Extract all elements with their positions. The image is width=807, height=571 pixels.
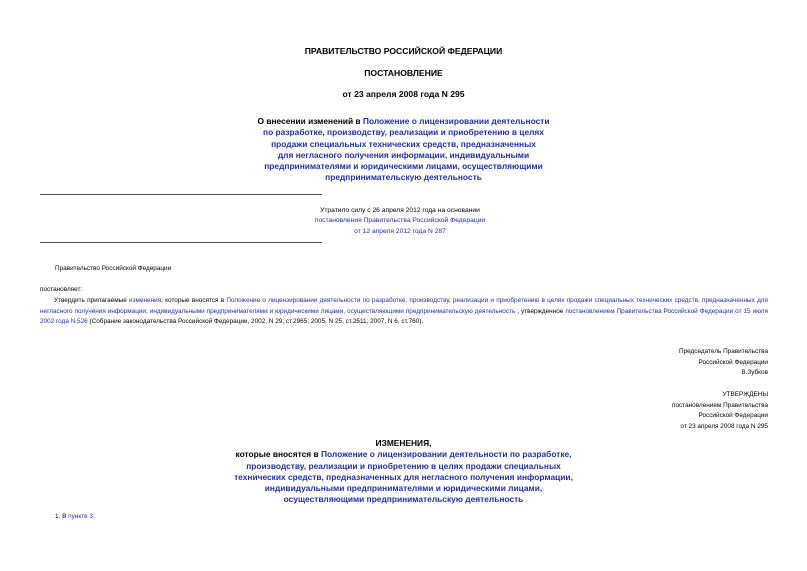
- regulation-link-line[interactable]: по разработке, производству, реализации и приобретению в целях: [263, 127, 544, 138]
- regulation-link-line[interactable]: технических средств, предназначенных для негласного получения информации,: [234, 471, 573, 482]
- regulation-link-line[interactable]: осуществляющими предпринимательскую деятельность: [283, 494, 524, 505]
- decrees-line: постановляет:: [40, 286, 83, 293]
- regulation-link[interactable]: Положение о лицензировании деятельности по разработке,: [320, 449, 572, 460]
- regulation-link-line[interactable]: для негласного получения информации, индивидуальными: [277, 149, 530, 160]
- regulation-link[interactable]: Положение о лицензировании деятельности по разработке, производству, реализации и приобретению в целях продажи специальных технических средств, предназначенных для негласного получения информации, индивидуальными предпринимателями и юридическими лицами, осуществляющими предпринимательскую деятельность: [40, 297, 768, 315]
- regulation-link-line[interactable]: предпринимательскую деятельность: [325, 172, 482, 183]
- changes-heading-block: ИЗМЕНЕНИЯ, которые вносятся в Положение о лицензировании деятельности по разработке, производству, реализации и приобретению в целях продажи специальных технических средств, предназначенных для негласного получения информации, индивидуальными предпринимателями и юридическими лицами, осуществляющими предпринимательскую деятельность: [0, 438, 807, 506]
- regulation-link-line[interactable]: производству, реализации и приобретению в целях продажи специальных: [246, 460, 561, 471]
- approved-block: УТВЕРЖДЕНЫ постановлением Правительства Российской Федерации от 23 апреля 2008 года N 295: [672, 391, 768, 430]
- repeal-decree-link[interactable]: постановления Правительства Российской Федерации: [314, 217, 486, 225]
- regulation-link-line[interactable]: предпринимателями и юридическими лицами, осуществляющими: [264, 161, 543, 172]
- clause-3-link[interactable]: пункте 3: [68, 513, 93, 520]
- repeal-note: [200, 206, 600, 237]
- signatory-name: В.Зубков: [741, 369, 768, 377]
- point-1: 1. В пункте 3:: [55, 513, 95, 520]
- doc-type-heading: ПОСТАНОВЛЕНИЕ: [364, 68, 443, 78]
- signature-block: Председатель Правительства Российской Федерации В.Зубков: [679, 347, 768, 379]
- divider-bottom: [40, 242, 322, 243]
- approval-paragraph: Утвердить прилагаемые изменения, которые вносятся в Положение о лицензировании деятельности по разработке, производству, реализации и приобретению в целях продажи специальных технических средств, предназначенных для негласного получения информации, индивидуальными предпринимателями и юридическими лицами, осуществляющими предпринимательскую деятельность , утвержденное постановлением Правительства Российской Федерации от 15 июля 2002 года N 526 (Собрание законодательства Российской Федерации, 2002, N 29, ст.2965; 2005, N 25, ст.2511; 2007, N 6, ст.760).: [40, 297, 768, 326]
- regulation-link-line[interactable]: продажи специальных технических средств, предназначенных: [271, 138, 536, 149]
- changes-heading: ИЗМЕНЕНИЯ,: [375, 438, 432, 448]
- decree-title: [0, 116, 807, 184]
- government-line: Правительство Российской Федерации: [55, 265, 172, 272]
- repeal-decree-date-link[interactable]: от 12 апреля 2012 года N 287: [354, 227, 446, 235]
- repeal-note-text: Утратило силу с 26 апреля 2012 года на основании: [320, 207, 480, 214]
- approved-title: УТВЕРЖДЕНЫ: [722, 391, 768, 398]
- title-prefix: О внесении изменений в: [257, 116, 363, 126]
- regulation-link[interactable]: Положение о лицензировании деятельности: [362, 116, 550, 126]
- divider-top: [40, 194, 322, 195]
- government-heading: ПРАВИТЕЛЬСТВО РОССИЙСКОЙ ФЕДЕРАЦИИ: [304, 46, 503, 56]
- changes-link[interactable]: изменения: [129, 297, 162, 304]
- decree-526-link[interactable]: постановлением Правительства Российской Федерации от 15 июля 2002 года N 526: [40, 307, 768, 326]
- decree-date-number: от 23 апреля 2008 года N 295: [342, 89, 465, 99]
- regulation-link-line[interactable]: индивидуальными предпринимателями и юридическими лицами,: [264, 483, 543, 494]
